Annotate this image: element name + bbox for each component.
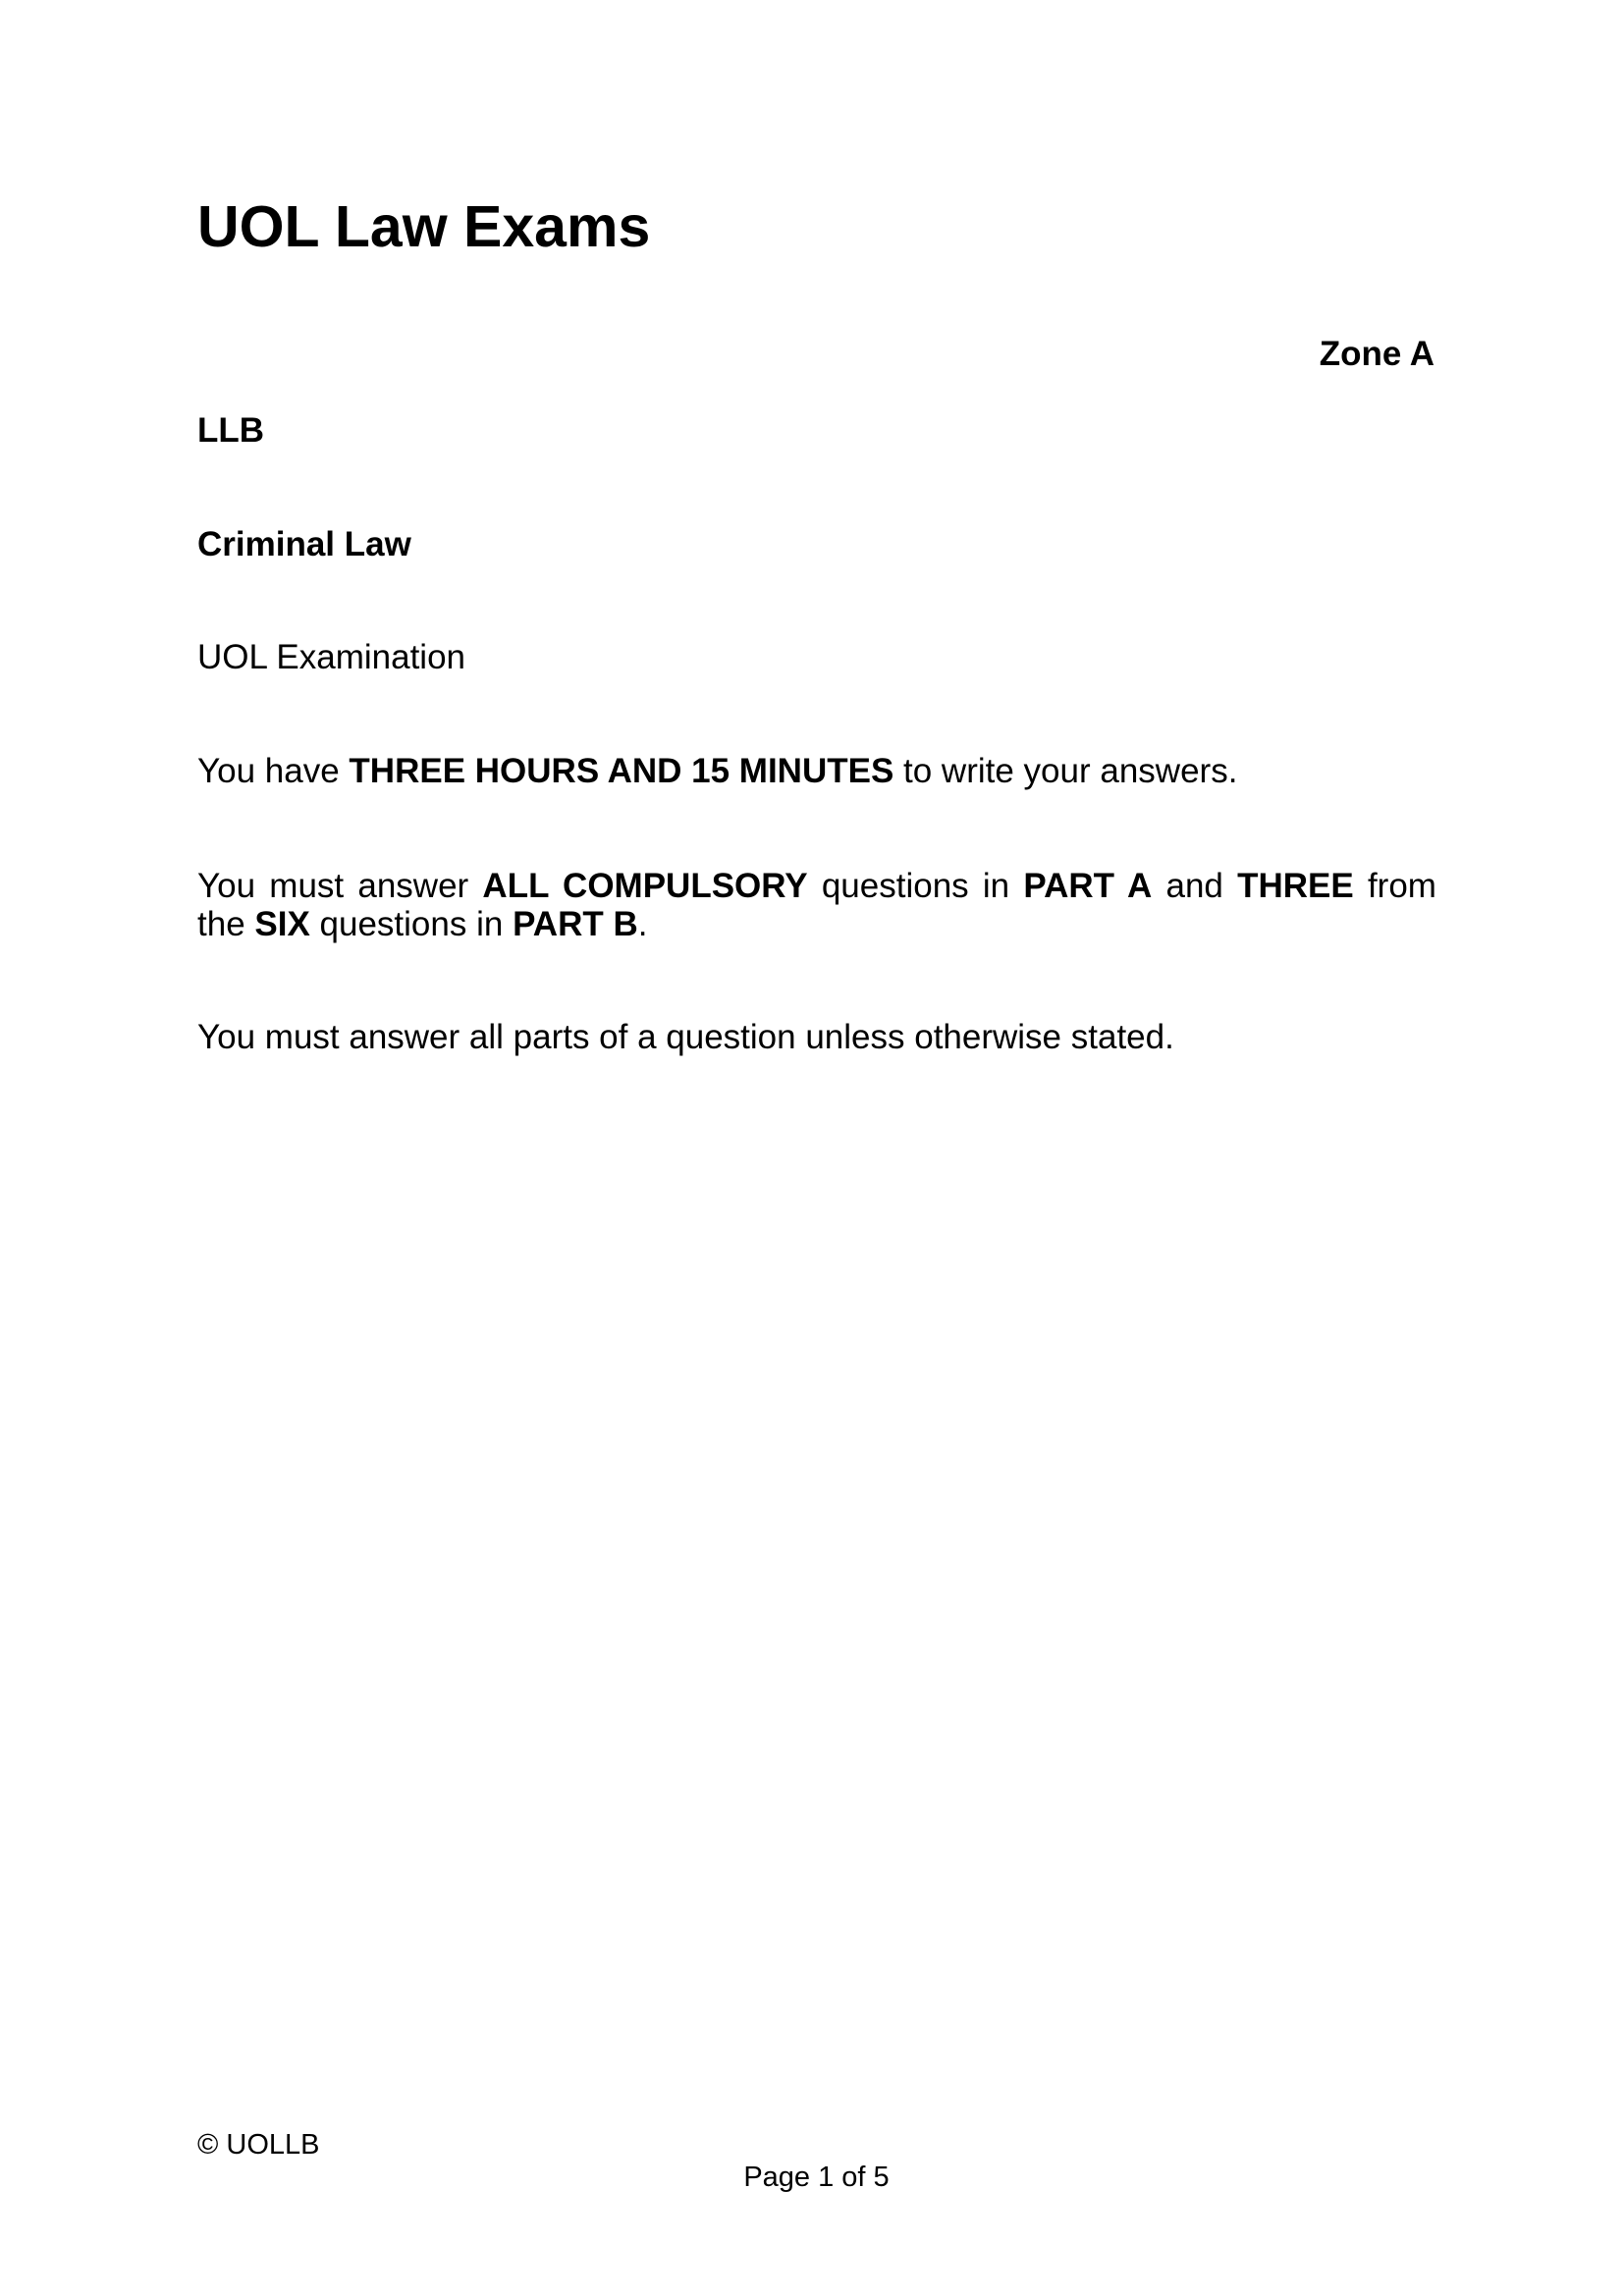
answer-text-5: questions in <box>309 905 514 943</box>
answer-text-2: questions in <box>807 867 1024 905</box>
page-number: Page 1 of 5 <box>743 2162 890 2193</box>
answer-instruction <box>197 867 1436 943</box>
answer-bold-six: SIX <box>254 905 310 943</box>
answer-bold-part-a: PART A <box>1023 867 1153 905</box>
answer-bold-three: THREE <box>1237 867 1354 905</box>
time-prefix: You have <box>197 752 350 790</box>
degree-label: LLB <box>197 411 265 450</box>
time-duration: THREE HOURS AND 15 MINUTES <box>349 752 894 790</box>
copyright-notice: © UOLLB <box>197 2129 320 2161</box>
answer-text-6: . <box>637 905 648 943</box>
page-title: UOL Law Exams <box>197 194 651 259</box>
zone-label: Zone A <box>1319 335 1434 373</box>
time-instruction <box>197 752 1436 790</box>
answer-bold-all-compulsory: ALL COMPULSORY <box>482 867 808 905</box>
answer-text-3: and <box>1152 867 1238 905</box>
time-suffix: to write your answers. <box>893 752 1238 790</box>
answer-text-1: You must answer <box>197 867 483 905</box>
subject-title: Criminal Law <box>197 525 411 563</box>
answer-bold-part-b: PART B <box>513 905 638 943</box>
parts-instruction: You must answer all parts of a question unless otherwise stated. <box>197 1018 1174 1056</box>
exam-name: UOL Examination <box>197 638 465 676</box>
answer-text-4: from the <box>197 867 1436 943</box>
